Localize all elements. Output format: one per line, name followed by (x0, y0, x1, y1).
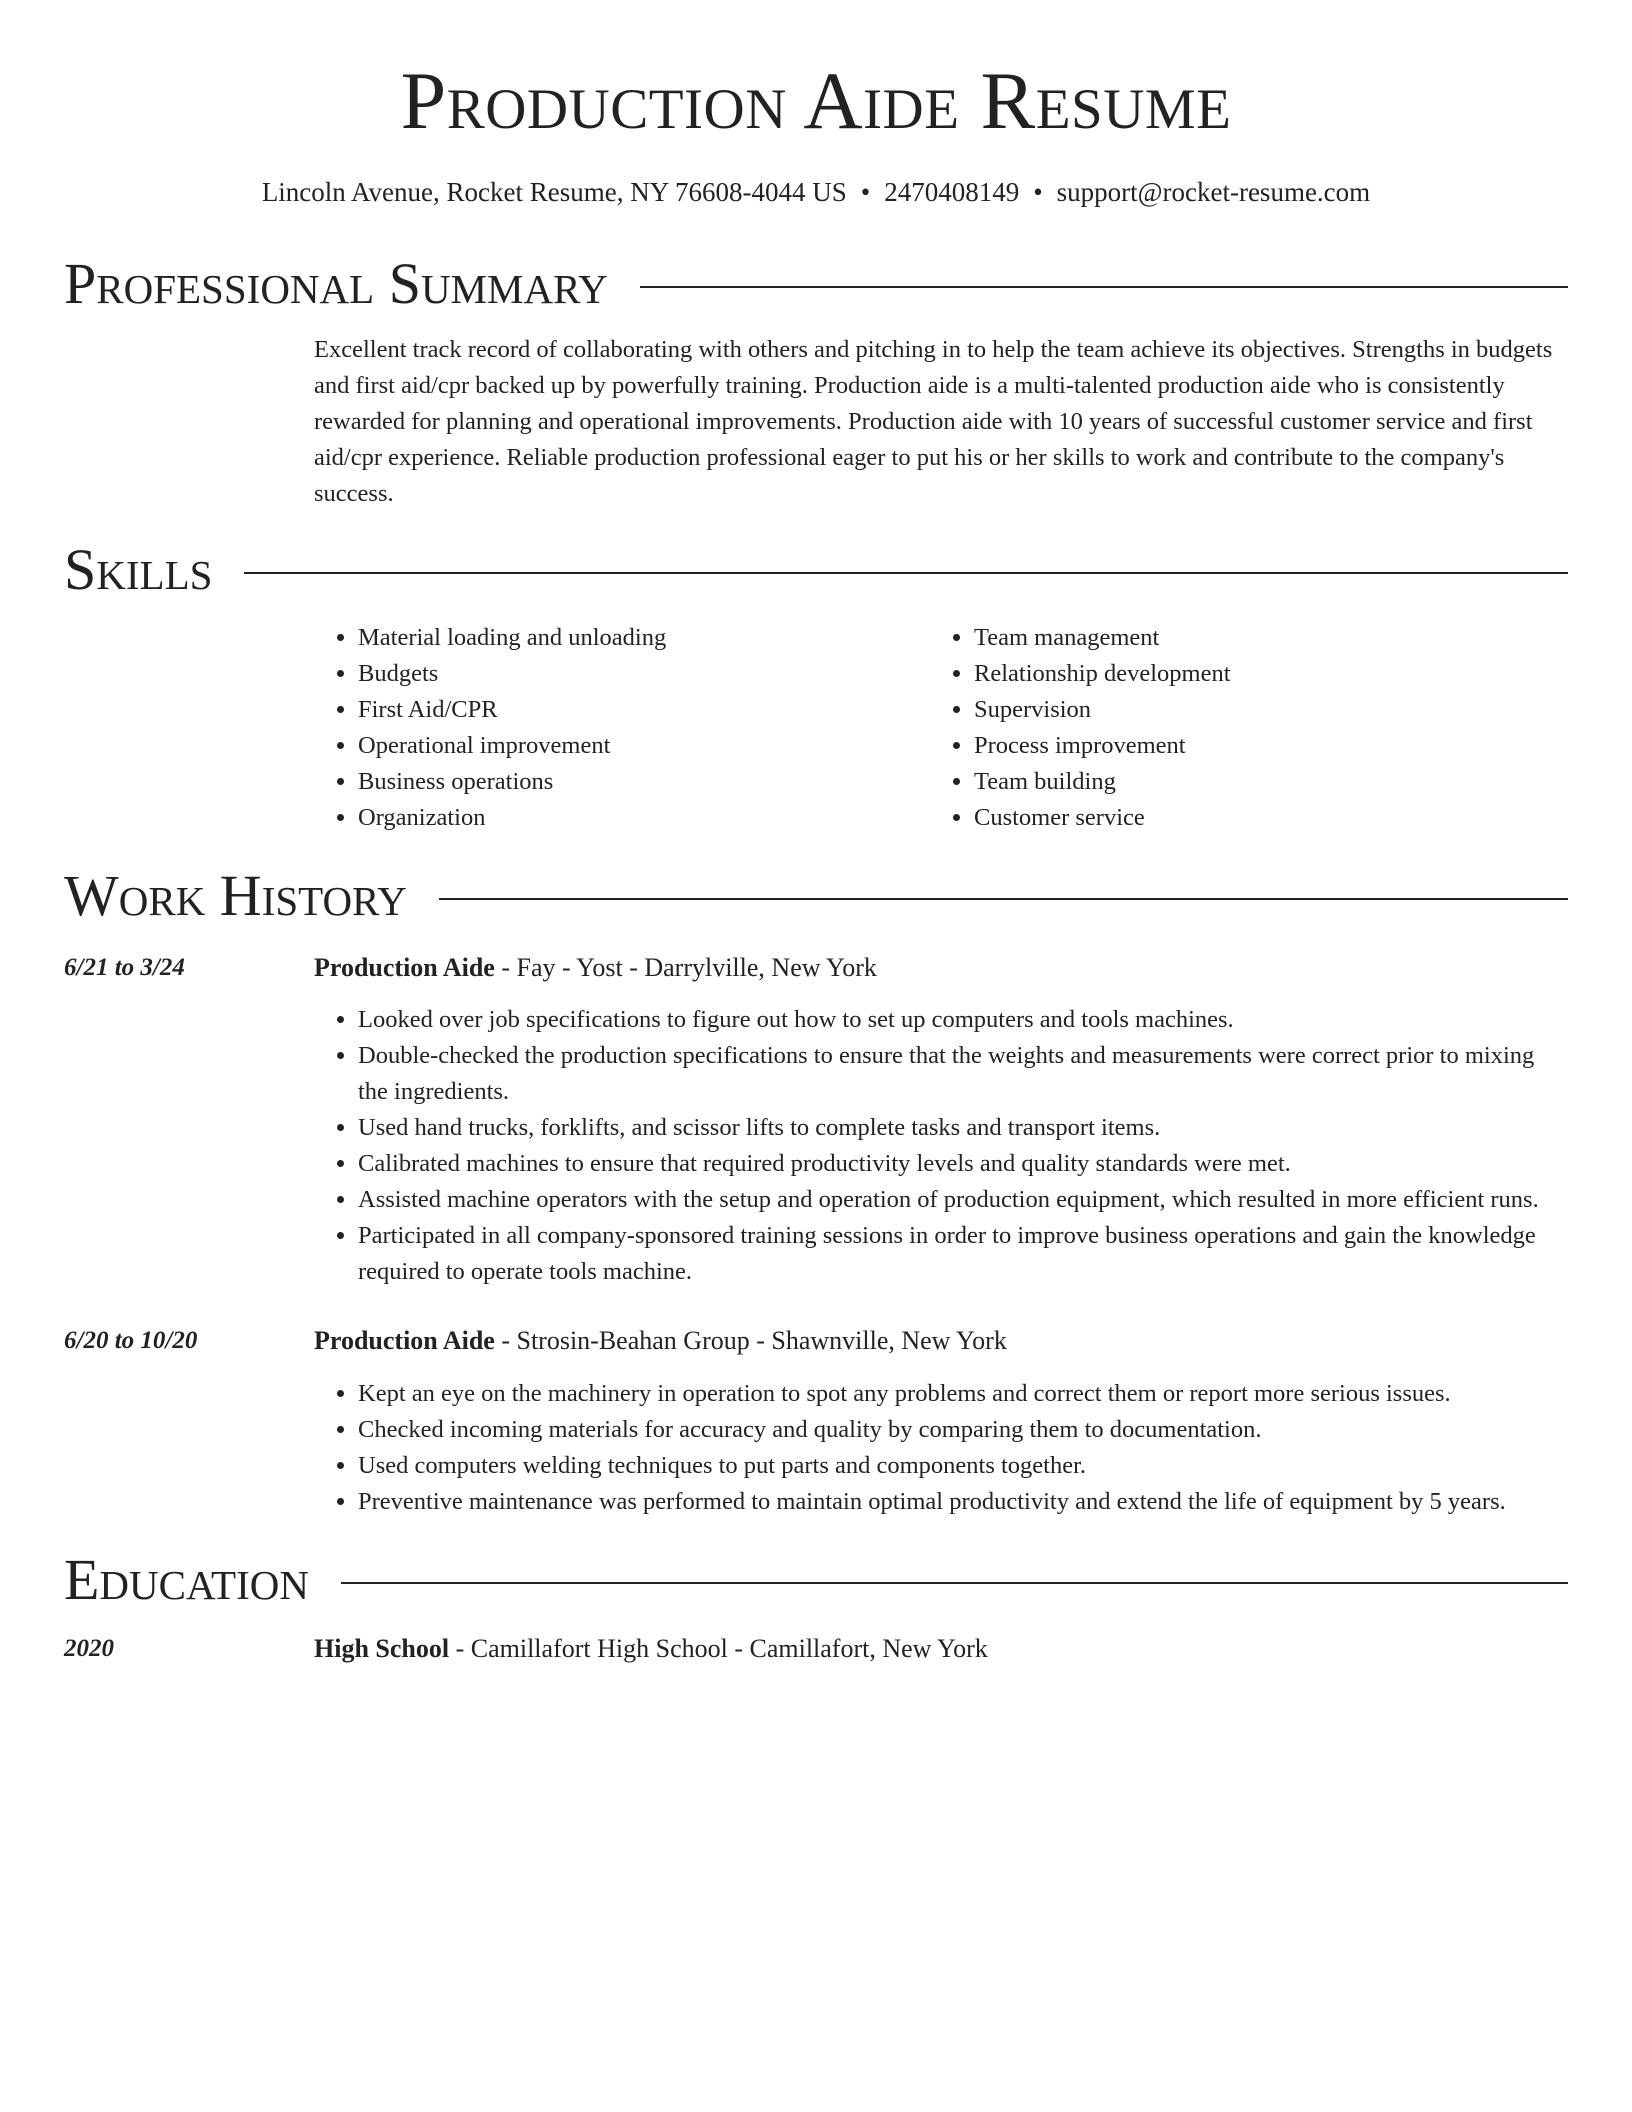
skills-column-left (314, 620, 930, 836)
education-year: 2020 (64, 1635, 114, 1662)
contact-phone: 2470408149 (884, 177, 1020, 207)
education-section-header (64, 1548, 1568, 1612)
skill-item: • Team management (974, 620, 1546, 656)
contact-email: support@rocket-resume.com (1056, 177, 1371, 207)
skill-item: • Supervision (974, 692, 1546, 728)
job-bullet: • Used computers welding techniques to put parts and components together. (358, 1448, 1568, 1484)
job-employer: - Fay - Yost - Darrylville, New York (494, 953, 877, 982)
education-degree: High School (314, 1634, 450, 1663)
resume-title: Production Aide Resume (400, 55, 1232, 146)
skill-item: • Customer service (974, 800, 1546, 836)
skill-item: • Process improvement (974, 728, 1546, 764)
job-role: Production Aide (314, 1326, 495, 1355)
job-bullet: • Participated in all company-sponsored training sessions in order to improve business operations and gain the knowledge required to operate tools machine. (358, 1218, 1568, 1290)
skill-item: • First Aid/CPR (358, 692, 930, 728)
job-bullet: • Assisted machine operators with the setup and operation of production equipment, which resulted in more efficient runs. (358, 1182, 1568, 1218)
job-bullet: • Double-checked the production specifications to ensure that the weights and measurements were correct prior to mixing the ingredients. (358, 1038, 1568, 1110)
contact-line (0, 172, 1632, 212)
section-divider (439, 898, 1568, 900)
job-bullet: • Used hand trucks, forklifts, and scissor lifts to complete tasks and transport items. (358, 1110, 1568, 1146)
summary-section-header (64, 252, 1568, 316)
job-dates: 6/20 to 10/20 (64, 1327, 198, 1354)
skills-section-title: Skills (64, 537, 213, 602)
skills-section-header (64, 538, 1568, 602)
skill-item: • Organization (358, 800, 930, 836)
job-bullets (314, 1376, 1568, 1520)
education-school: - Camillafort High School - Camillafort, New York (449, 1634, 988, 1663)
job-bullet: • Looked over job specifications to figure out how to set up computers and tools machines. (358, 1002, 1568, 1038)
job-bullet: • Preventive maintenance was performed to maintain optimal productivity and extend the life of equipment by 5 years. (358, 1484, 1568, 1520)
section-divider (640, 286, 1568, 288)
education-section-title: Education (64, 1547, 309, 1612)
skill-item: • Budgets (358, 656, 930, 692)
skills-column-right (930, 620, 1546, 836)
skill-item: • Material loading and unloading (358, 620, 930, 656)
education-heading (314, 1631, 988, 1667)
contact-address: Lincoln Avenue, Rocket Resume, NY 76608-4044 US (261, 177, 847, 207)
job-heading (314, 950, 877, 986)
section-divider (341, 1582, 1568, 1584)
job-employer: - Strosin-Beahan Group - Shawnville, New York (494, 1326, 1007, 1355)
skill-item: • Business operations (358, 764, 930, 800)
job-bullet: • Checked incoming materials for accuracy and quality by comparing them to documentation. (358, 1412, 1568, 1448)
section-divider (244, 572, 1568, 574)
work-section-header (64, 864, 1568, 928)
skill-item: • Operational improvement (358, 728, 930, 764)
job-role: Production Aide (314, 953, 495, 982)
skill-item: • Relationship development (974, 656, 1546, 692)
work-section-title: Work History (64, 863, 407, 928)
job-bullets (314, 1002, 1568, 1290)
skill-item: • Team building (974, 764, 1546, 800)
contact-separator: • (860, 177, 871, 207)
skills-list (314, 620, 1568, 836)
job-bullet: • Calibrated machines to ensure that required productivity levels and quality standards were met. (358, 1146, 1568, 1182)
contact-separator: • (1033, 177, 1043, 207)
summary-text: Excellent track record of collaborating with others and pitching in to help the team achieve its objectives. Strengths in budgets and first aid/cpr backed up by powerfully training. Production aide is a multi-talented production aide who is consistently rewarded for planning and operational improvements. Production aide with 10 years of successful customer service and first aid/cpr experience. Reliable production professional eager to put his or her skills to work and contribute to the company's success. (314, 336, 1553, 507)
job-dates: 6/21 to 3/24 (64, 954, 185, 981)
job-bullet: • Kept an eye on the machinery in operation to spot any problems and correct them or report more serious issues. (358, 1376, 1568, 1412)
job-heading (314, 1323, 1007, 1359)
summary-section-title: Professional Summary (64, 251, 608, 316)
